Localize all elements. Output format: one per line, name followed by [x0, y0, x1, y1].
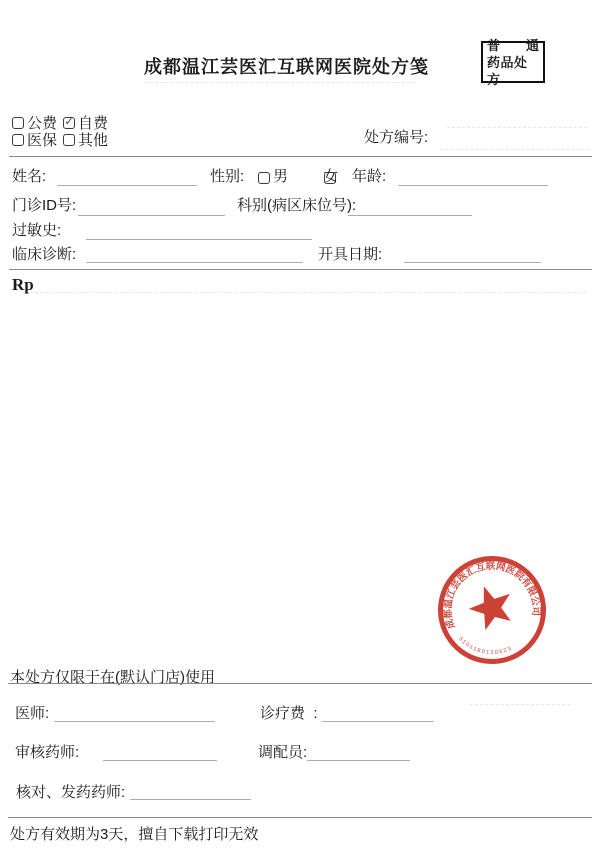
type-word-2: 通: [525, 37, 539, 53]
watermark-artifact: [30, 292, 586, 293]
department-field-line: [348, 215, 472, 216]
usage-note: 本处方仅限于在(默认门店)使用: [10, 669, 215, 686]
page-title: 成都温江芸医汇互联网医院处方笺: [144, 57, 429, 77]
age-label: 年龄:: [352, 168, 387, 185]
department-label: 科别(病区床位号):: [237, 197, 357, 214]
divider-footer-bottom: [8, 817, 592, 818]
watermark-artifact: [440, 149, 590, 150]
checkbox-self-pay[interactable]: [63, 117, 75, 129]
watermark-artifact: [470, 704, 570, 705]
dispenser-field-line: [307, 760, 410, 761]
payment-row-2: [12, 131, 114, 148]
checker-field-line: [130, 799, 251, 800]
reviewer-field-line: [103, 760, 217, 761]
fee-label: 诊疗费 :: [260, 705, 318, 722]
watermark-artifact: [447, 127, 587, 128]
label-medical-insurance: 医保: [27, 132, 58, 149]
type-word-1: 普: [487, 37, 501, 53]
divider-header: [9, 156, 592, 157]
physician-field-line: [54, 721, 215, 722]
checkbox-medical-insurance[interactable]: [12, 134, 24, 146]
reviewer-label: 审核药师:: [15, 744, 80, 761]
checkbox-public-expense[interactable]: [12, 117, 24, 129]
divider-body: [9, 269, 592, 270]
prescription-type-box: [481, 37, 545, 87]
checkbox-other[interactable]: [63, 134, 75, 146]
watermark-artifact: [145, 82, 415, 83]
divider-footer-top: [8, 683, 592, 684]
outpatient-id-label: 门诊ID号:: [12, 197, 77, 214]
prescription-type-line1: [487, 37, 539, 54]
diagnosis-field-line: [86, 262, 303, 263]
diagnosis-label: 临床诊断:: [12, 246, 77, 263]
seal-star-icon: [463, 579, 518, 633]
seal-company-name: 成都温江芸医汇互联网医院有限公司: [442, 560, 542, 631]
fee-field-line: [322, 721, 434, 722]
label-public-expense: 公费: [27, 115, 58, 132]
issue-date-label: 开具日期:: [318, 246, 383, 263]
allergy-label: 过敏史:: [12, 222, 62, 239]
age-field-line: [398, 185, 548, 186]
rp-label: Rp: [12, 275, 34, 294]
issue-date-field-line: [404, 262, 541, 263]
female-label: 女: [323, 168, 339, 185]
outpatient-id-field-line: [78, 215, 225, 216]
checkbox-male[interactable]: [258, 172, 270, 184]
label-self-pay: 自费: [78, 115, 109, 132]
prescription-type-line2: 药品处方: [487, 54, 528, 87]
seal-serial-number: 5101180120623: [457, 636, 514, 657]
dispenser-label: 调配员:: [258, 744, 308, 761]
company-seal: [436, 554, 548, 666]
prescription-no-label: 处方编号:: [364, 129, 429, 146]
label-other: 其他: [78, 132, 109, 149]
male-label: 男: [273, 168, 289, 185]
validity-note: 处方有效期为3天，擅自下载打印无效: [10, 826, 259, 843]
allergy-field-line: [86, 239, 312, 240]
gender-label: 性别:: [210, 168, 245, 185]
physician-label: 医师:: [15, 705, 50, 722]
checker-label: 核对、发药药师:: [16, 784, 126, 801]
payment-options: [12, 114, 114, 148]
name-label: 姓名:: [12, 168, 47, 185]
name-field-line: [57, 185, 197, 186]
